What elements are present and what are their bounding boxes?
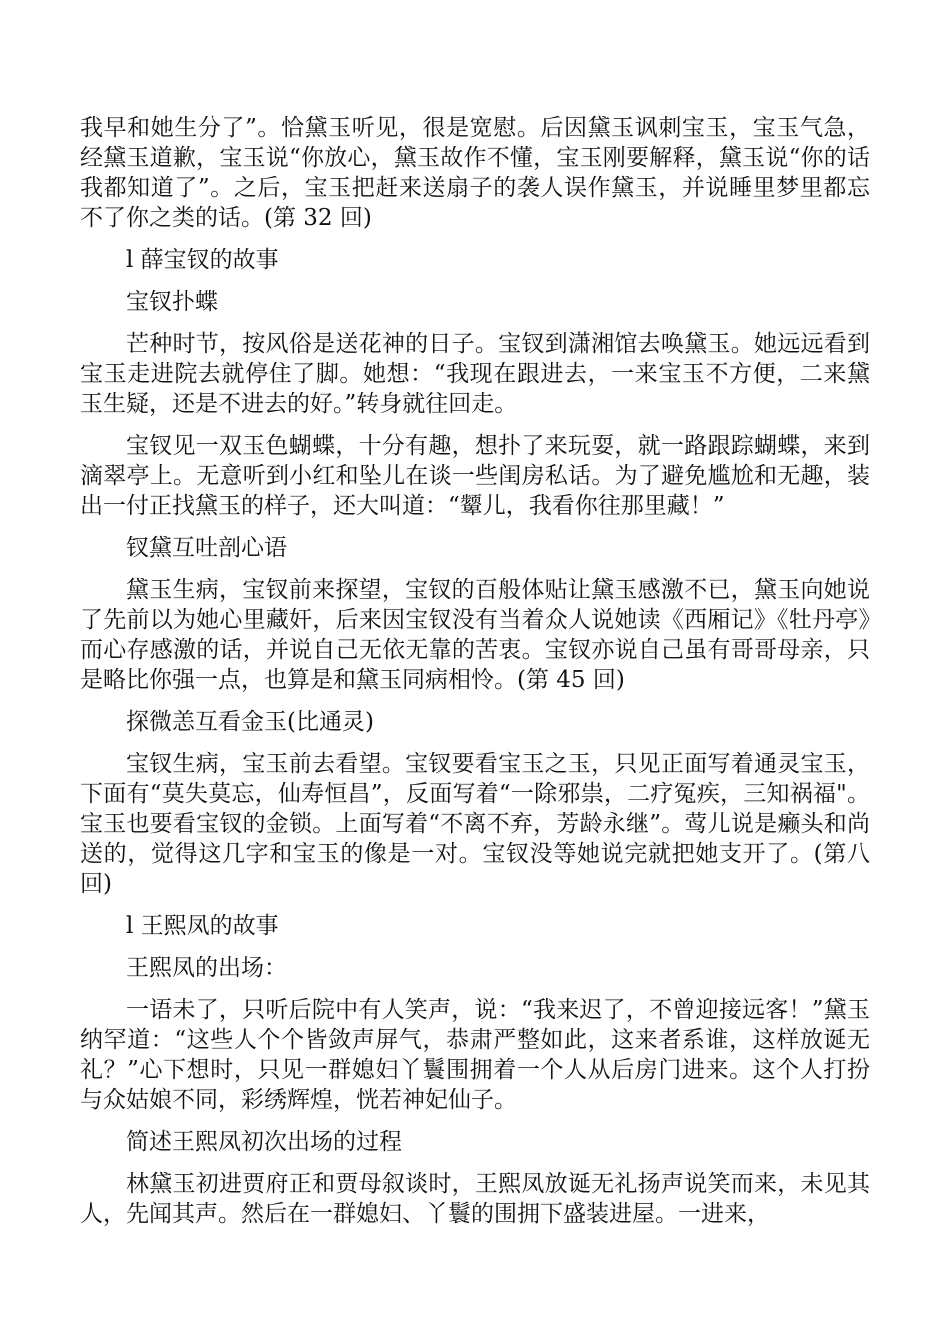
paragraph: 林黛玉初进贾府正和贾母叙谈时，王熙凤放诞无礼扬声说笑而来，未见其人，先闻其声。然后在一群媳妇、丫鬟的围拥下盛装进屋。一进来， (80, 1171, 870, 1227)
document-page (80, 113, 870, 1241)
section-heading-wang-xifeng: l 王熙凤的故事 (126, 913, 279, 939)
paragraph: 一语未了，只听后院中有人笑声，说：“我来迟了，不曾迎接远客！”黛玉纳罕道：“这些人个个皆敛声屏气，恭肃严整如此，这来者系谁，这样放诞无礼？”心下想时，只见一群媳妇丫鬟围拥着一个人从后房门进来。这个人打扮与众姑娘不同，彩绣辉煌，恍若神妃仙子。 (80, 997, 870, 1113)
paragraph: 宝钗生病，宝玉前去看望。宝钗要看宝玉之玉，只见正面写着通灵宝玉，下面有“莫失莫忘，仙寿恒昌”，反面写着“一除邪祟，二疗冤疾，三知祸福"。宝玉也要看宝钗的金锁。上面写着“不离不弃，芳龄永继”。莺儿说是癞头和尚送的，觉得这几字和宝玉的像是一对。宝钗没等她说完就把她支开了。(第八回) (80, 751, 870, 897)
subheading-first-appearance-summary: 简述王熙凤初次出场的过程 (126, 1129, 402, 1155)
subheading-gold-and-jade: 探微恙互看金玉(比通灵) (126, 709, 374, 735)
paragraph: 宝钗见一双玉色蝴蝶，十分有趣，想扑了来玩耍，就一路跟踪蝴蝶，来到滴翠亭上。无意听到小红和坠儿在谈一些闺房私话。为了避免尴尬和无趣，装出一付正找黛玉的样子，还大叫道：“颦儿，我看你往那里藏！” (80, 433, 870, 519)
section-heading-xue-baochai: l 薛宝钗的故事 (126, 247, 279, 273)
paragraph-continued: 我早和她生分了”。恰黛玉听见，很是宽慰。后因黛玉讽刺宝玉，宝玉气急，经黛玉道歉，宝玉说“你放心，黛玉故作不懂，宝玉刚要解释，黛玉说“你的话我都知道了”。之后，宝玉把赶来送扇子的袭人误作黛玉，并说睡里梦里都忘不了你之类的话。(第 32 回) (80, 115, 870, 231)
paragraph: 芒种时节，按风俗是送花神的日子。宝钗到潇湘馆去唤黛玉。她远远看到宝玉走进院去就停住了脚。她想：“我现在跟进去，一来宝玉不方便，二来黛玉生疑，还是不进去的好。”转身就往回走。 (80, 331, 870, 417)
paragraph: 黛玉生病，宝钗前来探望，宝钗的百般体贴让黛玉感激不已，黛玉向她说了先前以为她心里藏奸，后来因宝钗没有当着众人说她读《西厢记》《牡丹亭》而心存感激的话，并说自己无依无靠的苦衷。宝钗亦说自己虽有哥哥母亲，只是略比你强一点，也算是和黛玉同病相怜。(第 45 回) (80, 577, 870, 693)
subheading-baochai-catching-butterflies: 宝钗扑蝶 (126, 289, 218, 315)
subheading-heart-to-heart: 钗黛互吐剖心语 (126, 535, 287, 561)
subheading-wang-xifeng-entrance: 王熙凤的出场： (126, 955, 287, 981)
